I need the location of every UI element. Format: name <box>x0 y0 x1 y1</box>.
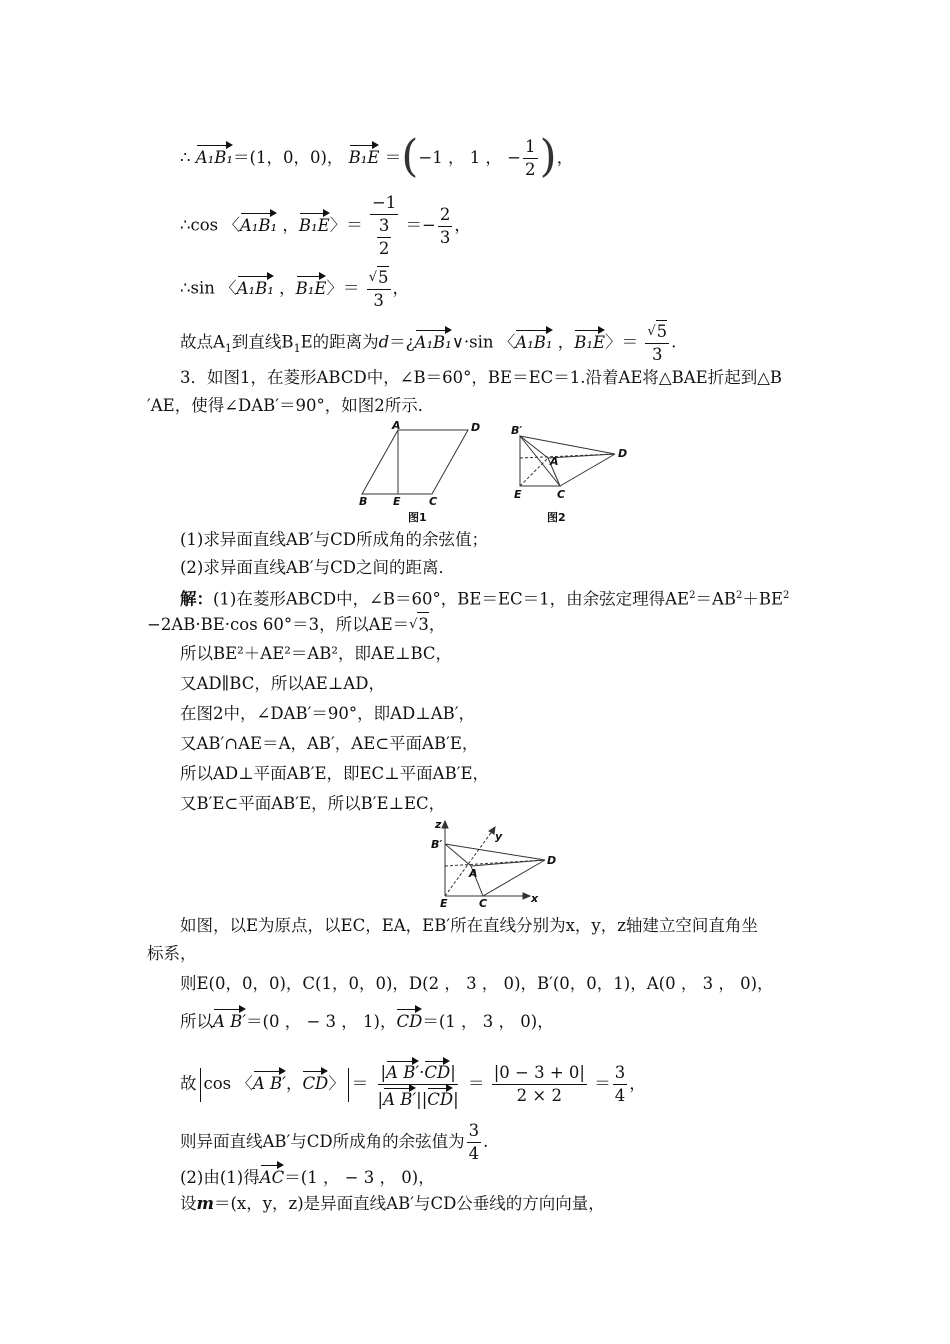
solution-line-16: 设m＝(x，y，z)是异面直线AB′与CD公垂线的方向向量， <box>180 1194 605 1213</box>
fig1-label-c: C <box>429 495 438 508</box>
svg-text:z: z <box>435 818 442 831</box>
svg-text:D: D <box>547 854 557 867</box>
problem-line-2: ′AE，使得∠DAB′＝90°，如图2所示． <box>147 396 435 415</box>
solution-line-10: 标系， <box>147 944 197 963</box>
fraction-half: $\frac{1}{2}$ <box>525 137 536 179</box>
svg-text:A: A <box>469 867 478 880</box>
formula-line-1: ∴ A₁B₁＝(1，0，0)， B₁E ＝(−1 ， 1 ， − $\frac{1}{2}$ )， <box>180 131 574 182</box>
y-axis <box>445 830 493 896</box>
fig1-label-b: B <box>359 495 368 508</box>
fig2-label-a: A <box>550 455 559 468</box>
question-1: (1)求异面直线AB′与CD所成角的余弦值； <box>180 530 489 549</box>
solution-line-2: −2AB·BE·cos 60°＝3，所以AE＝√3， <box>147 612 445 637</box>
fig2-label-e: E <box>514 488 522 501</box>
question-2: (2)求异面直线AB′与CD之间的距离． <box>180 558 456 577</box>
fig1-label-e: E <box>393 495 401 508</box>
solution-line-14: 则异面直线AB′与CD所成角的余弦值为 $\frac{3}{4}$ . <box>180 1121 489 1163</box>
svg-text:B′: B′ <box>431 838 443 851</box>
fig1-label-a: A <box>392 419 401 432</box>
svg-text:x: x <box>531 892 539 905</box>
fig1-caption: 图1 <box>408 511 427 524</box>
solution-line-3: 所以BE²＋AE²＝AB²，即AE⊥BC， <box>180 644 453 663</box>
svg-text:E: E <box>440 897 448 908</box>
vector-a1b1: A₁B₁ <box>196 142 233 170</box>
fraction-numeric: $\frac{|0 - 3 + 0|}{2 \times 2}$ <box>493 1063 585 1105</box>
fig2-label-d: D <box>618 447 628 460</box>
problem-line-1: 3．如图1，在菱形ABCD中，∠B＝60°，BE＝EC＝1.沿着AE将△BAE折起到△B <box>180 368 783 387</box>
fig2-label-bp: B′ <box>511 424 523 437</box>
vector-b1e: B₁E <box>349 142 380 170</box>
figure-3-coordinate <box>425 818 565 908</box>
fraction-cos-abs: $\frac{\text{|A B′·CD|}}{\text{|A B′||CD|}}$ <box>376 1058 461 1111</box>
formula-sin-line: ∴sin 〈A₁B₁ ，B₁E〉＝ $\frac{√5}{3}$ ， <box>180 268 409 310</box>
svg-text:C: C <box>479 897 488 908</box>
solution-line-5: 在图2中，∠DAB′＝90°，即AD⊥AB′， <box>180 704 476 723</box>
fig2-caption: 图2 <box>547 511 566 524</box>
fig1-rhombus <box>362 430 468 494</box>
fraction-cos: $\frac{-1}{\frac{3}{2}}$ <box>371 193 397 258</box>
solution-line-11: 则E(0，0，0)，C(1，0，0)，D(2 ， 3 ， 0)，B′(0，0，1)，A(0 ， 3 ， 0)， <box>180 974 774 993</box>
solution-line-7: 所以AD⊥平面AB′E，即EC⊥平面AB′E， <box>180 764 490 783</box>
paren-left: ( <box>401 131 419 182</box>
fraction-sin: $\frac{√5}{3}$ <box>368 268 389 310</box>
solution-line-6: 又AB′∩AE＝A，AB′，AE⊂平面AB′E， <box>180 734 479 753</box>
paren-right: ) <box>539 131 557 182</box>
solution-line-15: (2)由(1)得AC＝(1 ， − 3 ， 0)， <box>180 1162 435 1190</box>
figure-1-2 <box>350 418 640 528</box>
svg-text:y: y <box>495 830 503 843</box>
solution-line-1: 解：(1)在菱形ABCD中，∠B＝60°，BE＝EC＝1，由余弦定理得$AE^2=AB^2+BE^2$ <box>180 589 790 609</box>
fig2-label-c: C <box>557 488 566 501</box>
solution-line-12: 所以A B′＝(0 ， − 3 ， 1)，CD＝(1 ， 3 ， 0)， <box>180 1006 554 1034</box>
fig1-label-d: D <box>471 421 481 434</box>
solution-line-9: 如图，以E为原点，以EC，EA，EB′所在直线分别为x，y，z轴建立空间直角坐 <box>180 916 758 935</box>
fraction-distance: $\frac{√5}{3}$ <box>647 322 668 364</box>
solution-line-8: 又B′E⊂平面AB′E，所以B′E⊥EC， <box>180 794 446 813</box>
distance-line: 故点$A_1$到直线$B_1E$的距离为d＝¿A₁B₁∨·sin 〈A₁B₁ ，B₁E〉＝ $\frac{√5}{3}$ . <box>180 322 677 364</box>
solution-line-13: 故 cos 〈A B′，CD〉 ＝ $\frac{\text{|A B′·CD|}}{\text{|A B′||CD|}}$ ＝ $\frac{|0 - 3 + 0|}{2 \times 2}$ ＝ $\frac{3}{4}$ ， <box>180 1058 646 1111</box>
formula-cos-line: ∴cos 〈A₁B₁ ，B₁E〉＝ $\frac{-1}{\frac{3}{2}}$ ＝− $\frac{2}{3}$ ， <box>180 193 471 258</box>
solution-line-4: 又AD∥BC，所以AE⊥AD， <box>180 674 385 693</box>
